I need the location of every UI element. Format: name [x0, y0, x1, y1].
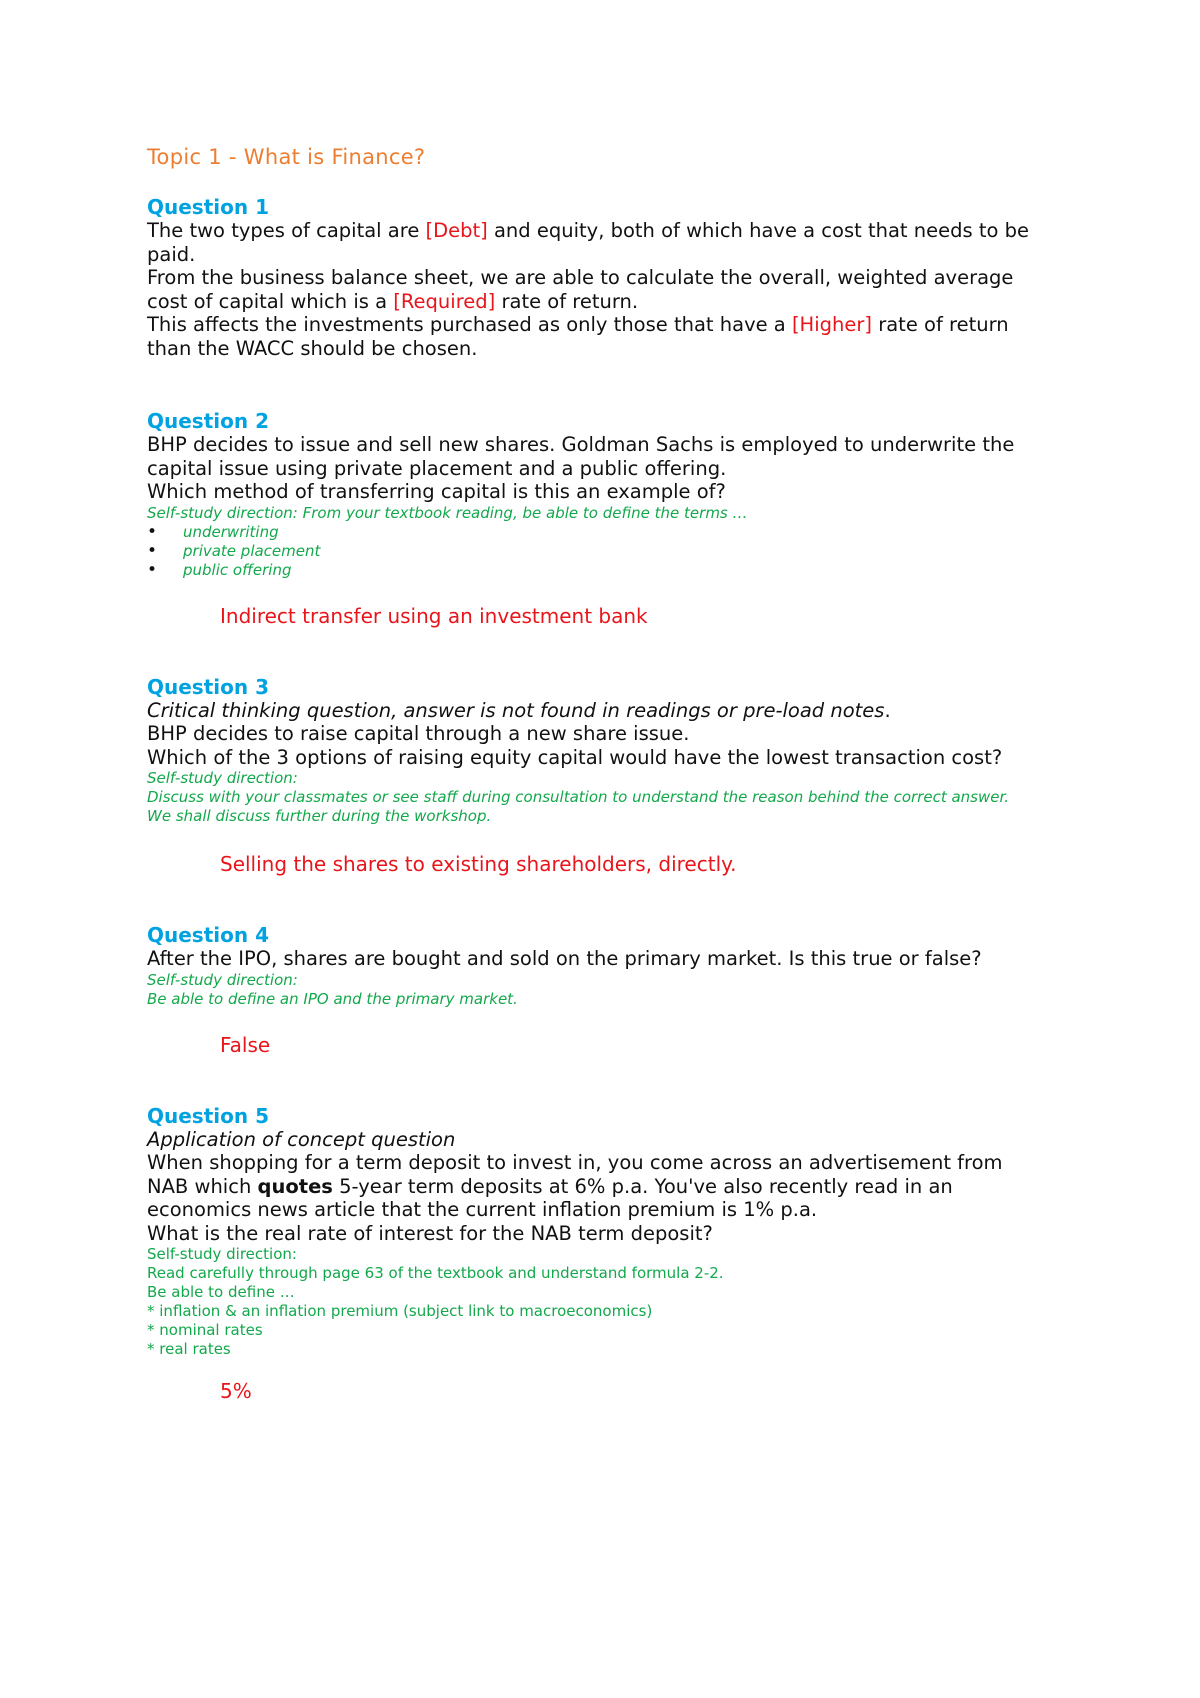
question-3-section: [147, 676, 1050, 877]
question-3-heading: Question 3: [147, 674, 269, 699]
question-4-self-study-2: Be able to define an IPO and the primary market.: [147, 989, 518, 1008]
question-1-section: [147, 196, 1050, 360]
q1-text-2a: From the business balance sheet, we are able to calculate the overall, weighted average cost of capital which is a: [147, 266, 1014, 313]
question-2-answer: Indirect transfer using an investment bank: [220, 603, 648, 628]
question-2-section: [147, 410, 1050, 628]
q1-answer-required: [Required]: [393, 289, 496, 313]
question-2-line-1: BHP decides to issue and sell new shares. Goldman Sachs is employed to underwrite the capital issue using private placement and a public offering.: [147, 433, 1015, 480]
question-4-line-1: After the IPO, shares are bought and sold on the primary market. Is this true or false?: [147, 947, 982, 971]
question-3-self-study-2: Discuss with your classmates or see staff during consultation to understand the reason behind the correct answer.: [147, 788, 1010, 807]
question-5-heading: Question 5: [147, 1103, 269, 1128]
q5-text-1b: 5-year term deposits at 6% p.a. You've also recently read in an economics news article that the current inflation premium is 1% p.a.: [147, 1174, 953, 1222]
q1-text-3a: This affects the investments purchased as only those that have a: [147, 313, 792, 337]
question-5-line-2: What is the real rate of interest for the NAB term deposit?: [147, 1221, 713, 1245]
question-3-line-2: Which of the 3 options of raising equity capital would have the lowest transaction cost?: [147, 745, 1003, 769]
q1-text-1b: and equity, both of which have a cost that needs to be paid.: [147, 219, 1029, 266]
q1-answer-debt: [Debt]: [425, 219, 488, 243]
question-5-italic-note: Application of concept question: [147, 1127, 456, 1151]
question-5-self-study-3: Be able to define …: [147, 1283, 295, 1302]
question-5-self-study-2: Read carefully through page 63 of the textbook and understand formula 2-2.: [147, 1264, 724, 1283]
question-2-term-list: [147, 523, 1050, 580]
question-4-answer: False: [220, 1032, 271, 1057]
question-1-heading: Question 1: [147, 195, 269, 220]
question-3-self-study-3: We shall discuss further during the workshop.: [147, 807, 492, 826]
question-1-paragraph-2: [147, 266, 1050, 313]
q1-answer-higher: [Higher]: [791, 313, 873, 337]
question-3-answer: Selling the shares to existing shareholders, directly.: [220, 852, 737, 877]
question-4-section: [147, 924, 1050, 1057]
question-3-italic-period: .: [884, 698, 891, 722]
q1-text-3b: rate of return than the WACC should be chosen.: [147, 313, 1009, 360]
question-2-line-2: Which method of transferring capital is this an example of?: [147, 480, 726, 504]
question-1-paragraph-3: [147, 313, 1050, 360]
question-2-heading: Question 2: [147, 409, 269, 434]
q1-text-2b: rate of return.: [495, 289, 639, 313]
list-item: • private placement: [147, 542, 1050, 561]
question-5-self-study-6: * real rates: [147, 1340, 231, 1359]
question-3-line-1: BHP decides to raise capital through a new share issue.: [147, 722, 690, 746]
question-1-paragraph-1: [147, 219, 1050, 266]
topic-title: Topic 1 - What is Finance?: [147, 145, 426, 169]
list-item: • public offering: [147, 561, 1050, 580]
q5-bold-quotes: quotes: [257, 1174, 333, 1198]
list-item: • underwriting: [147, 523, 1050, 542]
question-5-line-1: [147, 1151, 1050, 1222]
q5-text-1a: When shopping for a term deposit to invest in, you come across an advertisement from NAB which: [147, 1151, 1003, 1198]
question-5-self-study-4: * inflation & an inflation premium (subject link to macroeconomics): [147, 1302, 653, 1321]
question-3-note: [147, 699, 1050, 723]
question-5-self-study-5: * nominal rates: [147, 1321, 263, 1340]
question-4-heading: Question 4: [147, 923, 269, 948]
question-5-answer: 5%: [220, 1379, 252, 1404]
q1-text-1a: The two types of capital are: [147, 219, 426, 243]
question-5-section: [147, 1105, 1050, 1404]
question-4-self-study-1: Self-study direction:: [147, 970, 298, 989]
question-3-self-study-1: Self-study direction:: [147, 769, 298, 788]
question-5-self-study-1: Self-study direction:: [147, 1245, 297, 1264]
question-2-self-study: Self-study direction: From your textbook reading, be able to define the terms …: [147, 503, 748, 522]
question-3-italic-note: Critical thinking question, answer is not found in readings or pre-load notes: [147, 698, 885, 722]
